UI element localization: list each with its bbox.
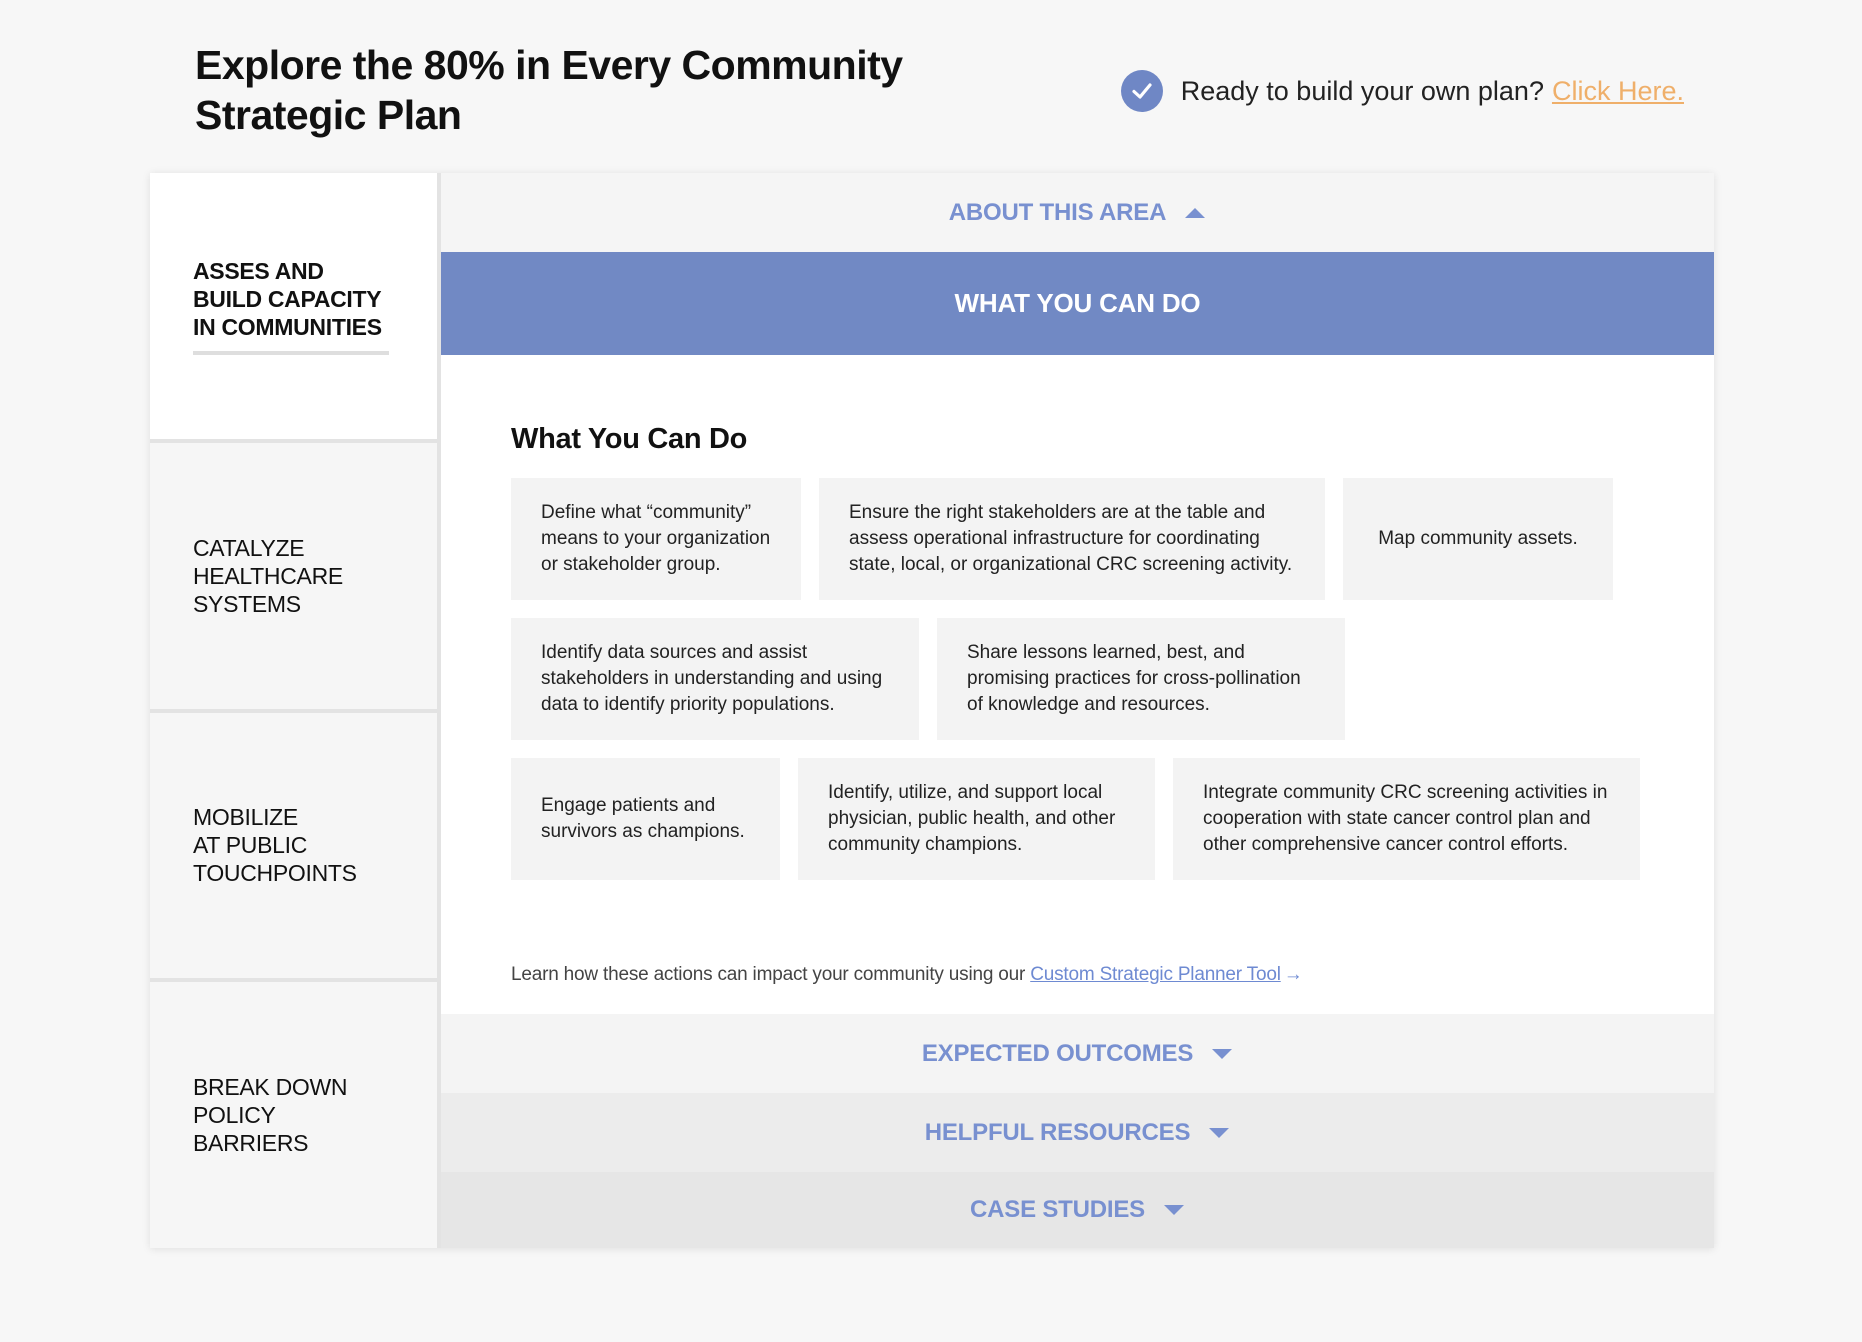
sidebar-item-build-capacity[interactable] bbox=[150, 173, 437, 443]
action-card-text: Engage patients and survivors as champions. bbox=[541, 795, 745, 842]
action-card bbox=[511, 478, 801, 600]
expected-outcomes-toggle[interactable] bbox=[441, 1014, 1714, 1093]
sidebar-item-policy-barriers[interactable] bbox=[150, 982, 437, 1248]
caret-up-icon bbox=[1184, 207, 1206, 219]
learn-more-line bbox=[511, 964, 1303, 986]
action-card-text: Identify, utilize, and support local physician, public health, and other community champions. bbox=[828, 782, 1116, 855]
action-card-text: Ensure the right stakeholders are at the table and assess operational infrastructure for coordinating state, local, or organizational CRC screening activity. bbox=[849, 502, 1293, 575]
action-card-text: Share lessons learned, best, and promising practices for cross-pollination of knowledge and resources. bbox=[967, 642, 1301, 715]
caret-down-icon bbox=[1163, 1204, 1185, 1216]
action-card bbox=[511, 758, 780, 880]
sidebar bbox=[150, 173, 441, 1248]
card-row bbox=[511, 618, 1714, 740]
action-card-text: Integrate community CRC screening activities in cooperation with state cancer control plan and other comprehensive cancer control efforts. bbox=[1203, 782, 1608, 855]
cta-text: Ready to build your own plan? bbox=[1180, 75, 1544, 106]
sidebar-item-label: CATALYZE HEALTHCARE SYSTEMS bbox=[193, 534, 343, 617]
case-studies-label: CASE STUDIES bbox=[970, 1196, 1145, 1223]
action-card bbox=[937, 618, 1345, 740]
sidebar-item-label: MOBILIZE AT PUBLIC TOUCHPOINTS bbox=[193, 804, 357, 887]
page-title: Explore the 80% in Every Community Strategic Plan bbox=[195, 42, 903, 138]
helpful-resources-label: HELPFUL RESOURCES bbox=[924, 1118, 1191, 1146]
sidebar-item-label: BREAK DOWN POLICY BARRIERS bbox=[193, 1074, 348, 1157]
sidebar-item-label: ASSES AND BUILD CAPACITY IN COMMUNITIES bbox=[193, 257, 389, 355]
arrow-right-icon: → bbox=[1283, 964, 1303, 985]
custom-strategic-planner-link[interactable]: Custom Strategic Planner Tool bbox=[1030, 964, 1281, 985]
action-card bbox=[798, 758, 1155, 880]
check-circle-icon bbox=[1121, 70, 1163, 112]
action-card-text: Identify data sources and assist stakeholders in understanding and using data to identify priority populations. bbox=[541, 642, 883, 715]
action-card-text: Define what “community” means to your organization or stakeholder group. bbox=[541, 502, 771, 575]
case-studies-toggle[interactable] bbox=[441, 1172, 1714, 1248]
action-card bbox=[1343, 478, 1613, 600]
expected-outcomes-label: EXPECTED OUTCOMES bbox=[921, 1039, 1194, 1067]
click-here-link[interactable]: Click Here. bbox=[1551, 75, 1684, 106]
helpful-resources-toggle[interactable] bbox=[441, 1093, 1714, 1172]
action-card-text: Map community assets. bbox=[1378, 528, 1578, 549]
card-row bbox=[511, 478, 1714, 600]
sidebar-item-healthcare-systems[interactable] bbox=[150, 443, 437, 713]
caret-down-icon bbox=[1211, 1048, 1233, 1060]
action-card bbox=[511, 618, 919, 740]
about-this-area-toggle[interactable] bbox=[441, 173, 1714, 252]
action-card bbox=[819, 478, 1325, 600]
what-you-can-do-bar[interactable] bbox=[441, 252, 1714, 355]
caret-down-icon bbox=[1208, 1127, 1230, 1139]
learn-more-text: Learn how these actions can impact your community using our bbox=[511, 964, 1026, 985]
about-this-area-label: ABOUT THIS AREA bbox=[948, 198, 1167, 226]
sidebar-item-public-touchpoints[interactable] bbox=[150, 713, 437, 983]
strategic-plan-panel bbox=[150, 173, 1714, 1248]
what-you-can-do-panel bbox=[441, 355, 1714, 1014]
build-plan-cta bbox=[1121, 70, 1684, 112]
action-card bbox=[1173, 758, 1640, 880]
card-row bbox=[511, 758, 1714, 880]
section-title: What You Can Do bbox=[511, 423, 748, 455]
what-you-can-do-label: WHAT YOU CAN DO bbox=[954, 288, 1201, 318]
content-area bbox=[441, 173, 1714, 1248]
